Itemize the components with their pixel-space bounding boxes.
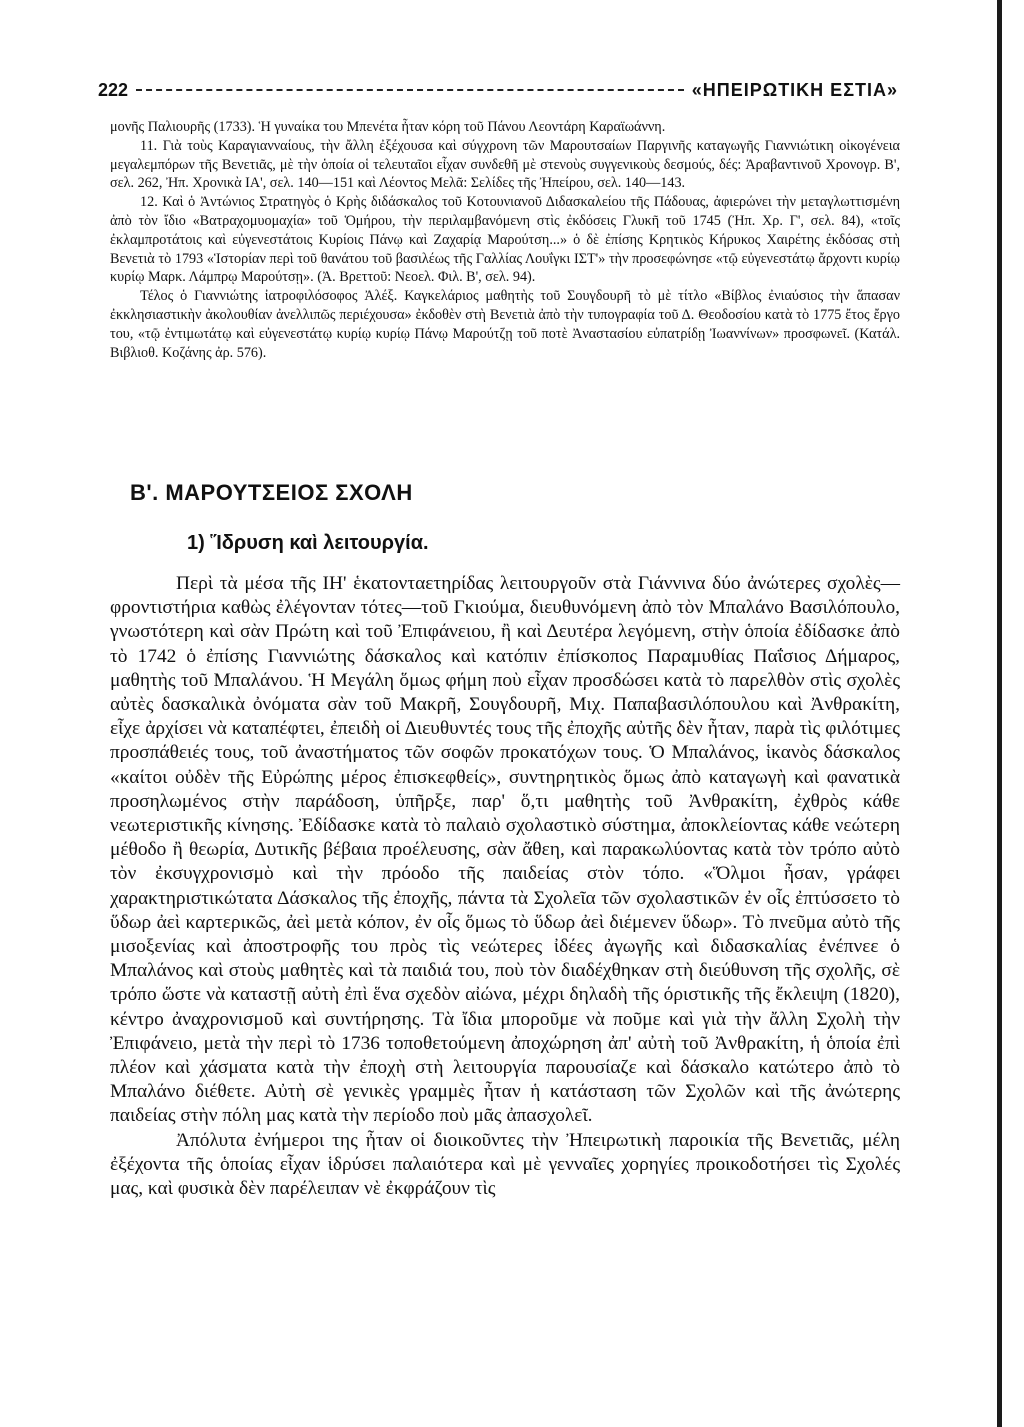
header-dashed-rule — [136, 89, 684, 91]
body-paragraph: Ἀπόλυτα ἐνήμεροι της ἦταν οἱ διοικοῦντες τὴν Ἠπειρωτικὴ παροικία τῆς Βενετιᾶς, μέλη ἐξέχοντα τῆς ὁποίας εἶχαν ἱδρύσει παλαιότερα καὶ μὲ γενναῖες χορηγίες προικοδοτήσει τὶς Σχολές μας, καὶ φυσικὰ δὲν παρέλειπαν νὲ ἐκφράζουν τὶς — [110, 1129, 900, 1200]
subsection-title: 1) Ἵδρυση καὶ λειτουργία. — [187, 532, 429, 554]
note-12-continued: Τέλος ὁ Γιαννιώτης ἰατροφιλόσοφος Ἀλέξ. Καγκελάριος μαθητὴς τοῦ Σουγδουρῆ τὸ μὲ τίτλο «Βίβλος ἐνιαύσιος τὴν ἅπασαν ἐκκλησιαστικὴν ἀκολουθίαν ἀνελλιπῶς περιέχουσα» ἐκδοθὲν στὴ Βενετιὰ ἀπὸ τὴν τυπογραφία τοῦ Δ. Θεοδοσίου κατὰ τὸ 1775 ἔτος ἔργο του, «τῷ ἐντιμωτάτῳ καὶ εὐγενεστάτῳ κυρίῳ κυρίῳ Πάνῳ Μαρούτζῃ τοῦ ποτὲ Ἀναστασίου εὐπατρίδῃ Ἰωαννίνων» προσφωνεῖ. (Κατάλ. Βιβλιοθ. Κοζάνης ἀρ. 576). — [110, 288, 900, 361]
section-title: Β'. ΜΑΡΟΥΤΣΕΙΟΣ ΣΧΟΛΗ — [130, 480, 413, 505]
footnotes-block — [110, 118, 900, 362]
page-number: 222 — [98, 79, 129, 100]
running-title: «ΗΠΕΙΡΩΤΙΚΗ ΕΣΤΙΑ» — [691, 79, 898, 100]
note-12: 12. Καὶ ὁ Ἀντώνιος Στρατηγὸς ὁ Κρὴς διδάσκαλος τοῦ Κοτουνιανοῦ Διδασκαλείου τῆς Πάδουας, ἀφιερώνει τὴν μεταγλωττισμένη ἀπὸ τὸν ἴδιο «Βατραχομυομαχία» τοῦ Ὁμήρου, τὴν περιλαμβανόμενη στὶς ἐκδόσεις Γλυκῆ τοῦ 1745 (Ἠπ. Χρ. Γ', σελ. 84), «τοῖς ἐκλαμπροτάτοις καὶ εὐγενεστάτοις Κυρίοις Πάνῳ καὶ Ζαχαρίᾳ Μαρούτση...» ὁ δὲ ἐπίσης Κρητικὸς Κήρυκος Χαιρέτης ἐκδόσας στὴ Βενετιὰ τὸ 1793 «Ἱστορίαν περὶ τοῦ θανάτου τοῦ βασιλέως τῆς Γαλλίας Λουΐγκι ΙΣΤ'» τὴν προσεφώνησε «τῷ εὐγενεστάτῳ ἄρχοντι κυρίῳ κυρίῳ Μαρκ. Λάμπρῳ Μαρούτσῃ». (Ἀ. Βρεττοῦ: Νεοελ. Φιλ. Β', σελ. 94). — [110, 194, 900, 286]
scan-edge-bar — [997, 0, 1024, 1427]
page-header — [98, 76, 898, 104]
body-paragraph: Περὶ τὰ μέσα τῆς ΙΗ' ἑκατονταετηρίδας λειτουργοῦν στὰ Γιάννινα δύο ἀνώτερες σχολὲς—φροντιστήρια καθὼς ἐλέγονταν τότες—τοῦ Γκιούμα, διευθυνόμενη ἀπὸ τὸν Μπαλάνο Βασιλόπουλο, γνωστότερη καὶ σὰν Πρώτη καὶ τοῦ Ἐπιφάνειου, ἢ καὶ Δευτέρα λεγόμενη, στὴν ὁποία ἐδίδασκε ἀπὸ τὸ 1742 ὁ ἐπίσης Γιαννιώτης δάσκαλος καὶ κατόπιν ἐπίσκοπος Παραμυθίας Παΐσιος Δήμαρος, μαθητὴς τοῦ Μπαλάνου. Ἡ Μεγάλη ὅμως φήμη ποὺ εἶχαν προσδώσει κατὰ τὸ παρελθὸν στὶς σχολὲς αὐτὲς δασκαλικὰ ὀνόματα σὰν τοῦ Μακρῆ, Σουγδουρῆ, Μιχ. Παπαβασιλόπουλου καὶ Ἀνθρακίτη, εἶχε ἀρχίσει νὰ καταπέφτει, ἐπειδὴ οἱ Διευθυντές τους τῆς ἐποχῆς αὐτῆς δὲν ἦταν, παρὰ τὶς φιλότιμες προσπάθειές τους, τοῦ ἀναστήματος τῶν σοφῶν προκατόχων τους. Ὁ Μπαλάνος, ἱκανὸς δάσκαλος «καίτοι οὐδὲν τῆς Εὐρώπης μέρος ἐπισκεφθείς», συντηρητικὸς ὅμως ἀπὸ καταγωγὴ καὶ φανατικὰ προσηλωμένος στὴν παράδοση, ὑπῆρξε, παρ' ὅ,τι μαθητὴς τοῦ Ἀνθρακίτη, ἐχθρὸς κάθε νεωτεριστικῆς κίνησης. Ἐδίδασκε κατὰ τὸ παλαιὸ σχολαστικὸ σύστημα, ἀποκλείοντας κάθε νεώτερη μέθοδο ἢ θεωρία, Δυτικῆς βέβαια προέλευσης, σὰν ἄθεη, καὶ παρακωλύοντας κατὰ τὸν τρόπο αὐτὸ τὸν ἐκσυγχρονισμὸ καὶ τὴν πρόοδο τῆς παιδείας στὸν τόπο. «Ὅλμοι ἦσαν, γράφει χαρακτηριστικώτατα Δάσκαλος τῆς ἐποχῆς, πάντα τὰ Σχολεῖα τῶν σχολαστικῶν ἐν οἷς ἐπτύσσετο τὸ ὕδωρ ἀεὶ καρτερικῶς, ἀεὶ μετὰ κόπον, ἐν οἷς ὅμως τὸ ὕδωρ ἀεὶ διέμενεν ὕδωρ». Τὸ πνεῦμα αὐτὸ τῆς μισοξενίας καὶ ἀποστροφῆς του πρὸς τὶς νεώτερες ἰδέες ἀγωγῆς καὶ διδασκαλίας ἐνέπνεε ὁ Μπαλάνος καὶ στοὺς μαθητὲς καὶ τὰ παιδιά του, ποὺ τὸν διαδέχθηκαν στὴ διεύθυνση τῆς σχολῆς, σὲ τρόπο ὥστε νὰ καταστῇ αὐτὴ ἐπὶ ἕνα σχεδὸν αἰώνα, μέχρι δηλαδὴ τῆς όριστικῆς τῆς ἔκλειψη (1820), κέντρο ἀναχρονισμοῦ καὶ συντήρησης. Τὰ ἴδια μποροῦμε νὰ ποῦμε καὶ γιὰ τὴν ἄλλη Σχολὴ τὴν Ἐπιφάνειο, μετὰ τὴν περὶ τὸ 1736 τοποθετούμενη ἀποχώρηση ἀπ' αὐτὴ τοῦ Ἀνθρακίτη, ἡ ὁποία ἐπὶ πλέον καὶ χάσματα κατὰ τὴν ἐποχὴ στὴ λειτουργία παρουσίαζε καὶ δάσκαλο κατώτερο ἀπὸ τὸ Μπαλάνο διέθετε. Αὐτὴ σὲ γενικὲς γραμμὲς ἦταν ἡ κατάσταση τῶν Σχολῶν καὶ τῆς ἀνώτερης παιδείας στὴν πόλη μας κατὰ τὴν περίοδο ποὺ μᾶς ἀπασχολεῖ. — [110, 573, 900, 1127]
note-continuation: μονῆς Παλιουρῆς (1733). Ἡ γυναίκα του Μπενέτα ἦταν κόρη τοῦ Πάνου Λεοντάρη Καραϊωάννη. — [110, 119, 666, 135]
body-text — [110, 572, 900, 1201]
note-11: 11. Γιὰ τοὺς Καραγιανναίους, τὴν ἄλλη ἐξέχουσα καὶ σύγχρονη τῶν Μαρουτσαίων Παργινῆς καταγωγῆς Γιαννιώτικη οἰκογένεια μεγαλεμπόρων τῆς Βενετιᾶς, μὲ τὴν ὁποία οἱ τελευταῖοι εἶχαν συνδεθῆ μὲ στενοὺς συγγενικοὺς δεσμούς, δές: Ἀραβαντινοῦ Χρονογρ. Β', σελ. 262, Ἠπ. Χρονικὰ ΙΑ', σελ. 140—151 καὶ Λέοντος Μελᾶ: Σελίδες τῆς Ἠπείρου, σελ. 140—143. — [110, 137, 900, 192]
